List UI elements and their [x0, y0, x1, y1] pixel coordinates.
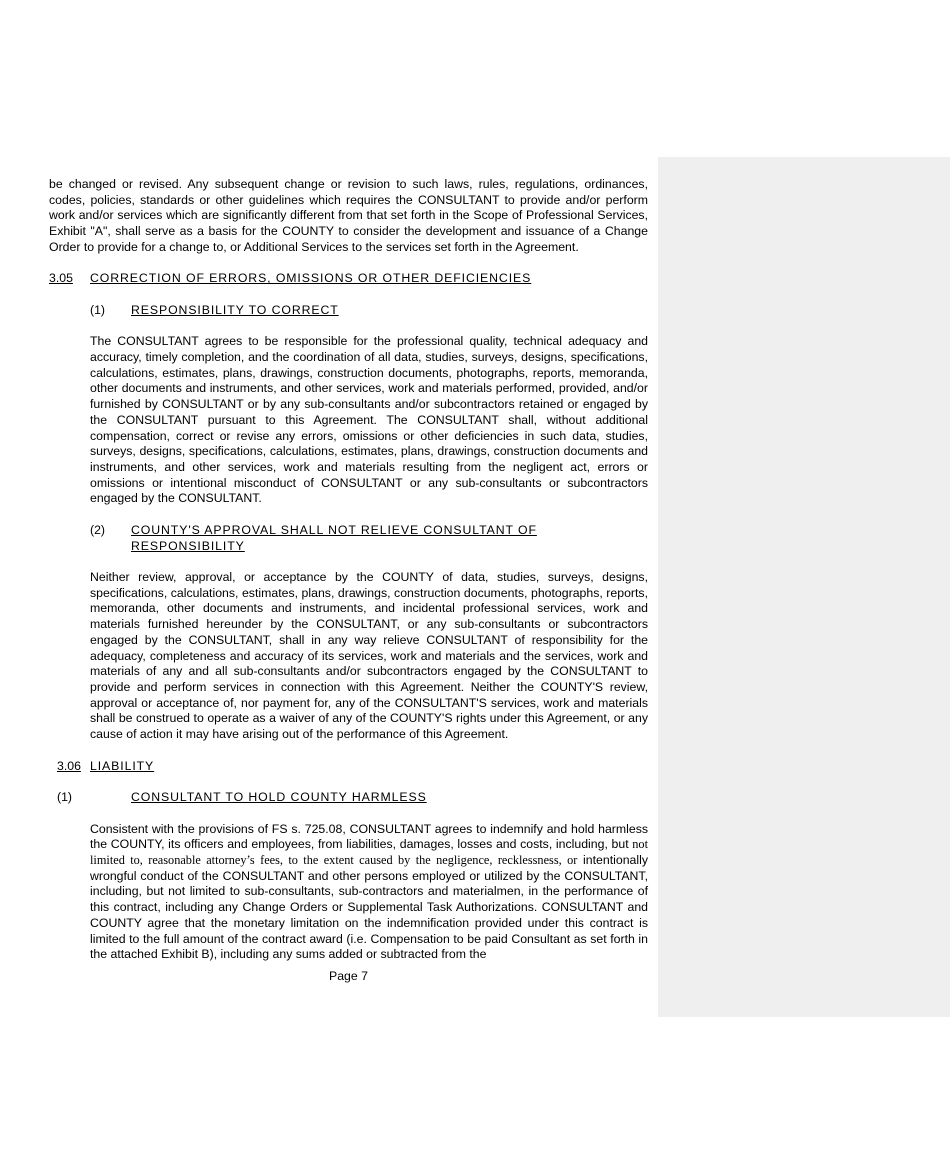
section-305-2-number: (2)	[90, 522, 106, 537]
intro-paragraph: be changed or revised. Any subsequent change or revision to such laws, rules, regulations, ordinances, codes, policies, standards or other guidelines which requires the CONSULTANT to provide and/or perform work and/or services which are significantly different from that set forth in the Scope of Professional Services, Exhibit "A", shall serve as a basis for the COUNTY to consider the development and issuance of a Change Order to provide for a change to, or Additional Services to the services set forth in the Agreement.	[49, 177, 648, 254]
section-305-title: CORRECTION OF ERRORS, OMISSIONS OR OTHER DEFICIENCIES	[90, 271, 532, 286]
section-306-number: 3.06	[57, 758, 81, 773]
section-306-1-heading	[57, 790, 648, 806]
section-305-2-heading	[90, 523, 648, 554]
comment-pane	[658, 157, 950, 1017]
section-306-1-body-part3: intentionally wrongful conduct of the CONSULTANT and other persons employed or utilized by the CONSULTANT, including, but not limited to sub-consultants, sub-contractors and materialmen, in the performance of this contract, including any Change Orders or Supplemental Task Authorizations. CONSULTANT and COUNTY agree that the monetary limitation on the indemnification provided under this contract is limited to the full amount of the contract award (i.e. Compensation to be paid Consultant as set forth in the attached Exhibit B), including any sums added or subtracted from the	[90, 852, 648, 962]
section-306-title: LIABILITY	[90, 758, 155, 773]
section-305-2-body: Neither review, approval, or acceptance by the COUNTY of data, studies, surveys, designs, specifications, calculations, estimates, plans, drawings, construction documents, photographs, reports, memoranda, other documents and instruments, and incidental professional services, work and materials furnished hereunder by the CONSULTANT, or any sub-consultants or subcontractors engaged by the CONSULTANT, shall in any way relieve CONSULTANT of responsibility for the adequacy, completeness and accuracy of its services, work and materials and the services, work and materials of any and all sub-consultants and/or subcontractors engaged by the CONSULTANT to provide and perform services in connection with this Agreement. Neither the COUNTY'S review, approval or acceptance of, nor payment for, any of the CONSULTANT'S services, work and materials shall be construed to operate as a waiver of any of the COUNTY'S rights under this Agreement, or any cause of action it may have arising out of the performance of this Agreement.	[90, 570, 648, 742]
section-306-1-body-part1: Consistent with the provisions of FS s. 725.08, CONSULTANT agrees to indemnify and hold harmless the COUNTY, its officers and employees, from liabilities, damages, losses and costs, including, but	[90, 821, 648, 852]
section-305-1-title: RESPONSIBILITY TO CORRECT	[131, 302, 339, 317]
section-306-heading	[57, 759, 648, 775]
document-page	[49, 177, 648, 983]
section-305-1-heading	[90, 303, 648, 319]
section-305-heading	[49, 271, 648, 287]
page-number: Page 7	[329, 969, 368, 983]
section-306-1-number: (1)	[57, 790, 73, 805]
section-306-1-title: CONSULTANT TO HOLD COUNTY HARMLESS	[131, 790, 427, 805]
section-305-number: 3.05	[49, 271, 73, 286]
section-306-1-body-part2: not limited to, reasonable attorney’s fees, to the extent caused by the negligence, recklessness, or	[90, 837, 648, 867]
section-305-1-number: (1)	[90, 302, 106, 317]
section-305-2-title: COUNTY'S APPROVAL SHALL NOT RELIEVE CONSULTANT OF RESPONSIBILITY	[131, 522, 537, 553]
section-306-1-body	[90, 822, 648, 963]
section-305-1-body: The CONSULTANT agrees to be responsible for the professional quality, technical adequacy and accuracy, timely completion, and the coordination of all data, studies, surveys, designs, specifications, calculations, estimates, plans, drawings, construction documents, photographs, reports, memoranda, other documents and instruments, and other services, work and materials performed, provided, and/or furnished by CONSULTANT or by any sub-consultants and/or subcontractors retained or engaged by the CONSULTANT pursuant to this Agreement. The CONSULTANT shall, without additional compensation, correct or revise any errors, omissions or other deficiencies in such data, studies, surveys, designs, specifications, calculations, estimates, plans, drawings, construction documents and instruments, and other services, work and materials resulting from the negligent act, errors or omissions or intentional misconduct of CONSULTANT or any sub-consultants or subcontractors engaged by the CONSULTANT.	[90, 334, 648, 506]
